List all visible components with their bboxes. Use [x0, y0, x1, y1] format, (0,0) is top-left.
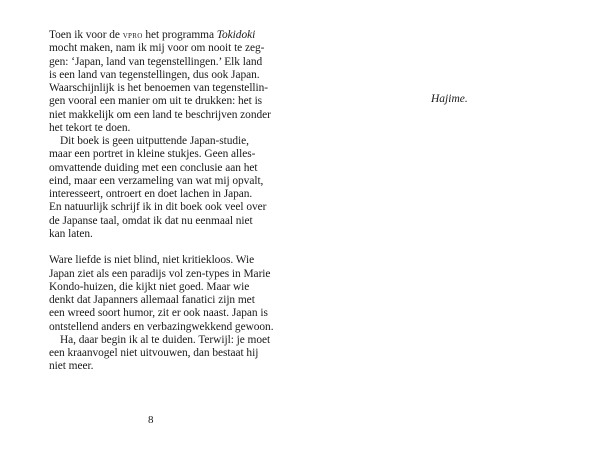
text-line: het tekort te doen.	[49, 121, 131, 134]
text-line: Ha, daar begin ik al te duiden. Terwijl: je moet	[60, 333, 271, 346]
text-line: Waarschijnlijk is het benoemen van tegenstellin-	[49, 82, 269, 94]
text-line: de Japanse taal, omdat ik dat nu eenmaal niet	[49, 214, 253, 227]
text-line: Ware liefde is niet blind, niet kritiekloos. Wie	[49, 254, 255, 267]
text-line: niet meer.	[49, 360, 94, 373]
dedication: Hajime.	[431, 93, 468, 105]
text-line: een kraanvogel niet uitvouwen, dan bestaat hij	[49, 347, 259, 359]
text-line: maar een portret in kleine stukjes. Geen alles-	[49, 148, 256, 161]
text-line: is een land van tegenstellingen, dus ook Japan.	[49, 68, 260, 81]
body-text	[49, 29, 279, 374]
text-line: omvattende duiding met een conclusie aan het	[49, 161, 258, 174]
text-line: een wreed soort humor, zit er ook naast. Japan is	[49, 307, 268, 320]
paragraph-gap	[49, 241, 279, 254]
right-page	[300, 0, 600, 450]
text-line: En natuurlijk schrijf ik in dit boek ook veel over	[49, 201, 267, 214]
text-line: kan laten.	[49, 227, 93, 240]
text-line: gen vooral een manier om uit te drukken: het is	[49, 95, 263, 108]
text-line: ontstellend anders en verbazingwekkend gewoon.	[49, 320, 274, 333]
text-line: Dit boek is geen uitputtende Japan-studie,	[60, 135, 249, 147]
text-fragment: het programma	[142, 29, 217, 41]
text-line: Kondo-huizen, die kijkt niet goed. Maar wie	[49, 280, 250, 293]
program-title-italic: Tokidoki	[216, 29, 256, 41]
text-line: niet makkelijk om een land te beschrijven zonder	[49, 108, 271, 121]
text-line: Japan ziet als een paradijs vol zen-types in Marie	[49, 267, 271, 280]
text-line: mocht maken, nam ik mij voor om nooit te zeg-	[49, 42, 265, 55]
page-number: 8	[148, 414, 154, 426]
text-line: gen: ‘Japan, land van tegenstellingen.’ Elk land	[49, 55, 263, 68]
text-line: eind, maar een verzameling van wat mij opvalt,	[49, 174, 264, 187]
text-line	[49, 29, 279, 42]
text-line: denkt dat Japanners allemaal fanatici zijn met	[49, 294, 255, 306]
text-fragment: Toen ik voor de	[49, 29, 123, 41]
vpro-small-caps: vpro	[122, 30, 143, 41]
text-line: interesseert, ontroert en doet lachen in Japan.	[49, 188, 253, 200]
